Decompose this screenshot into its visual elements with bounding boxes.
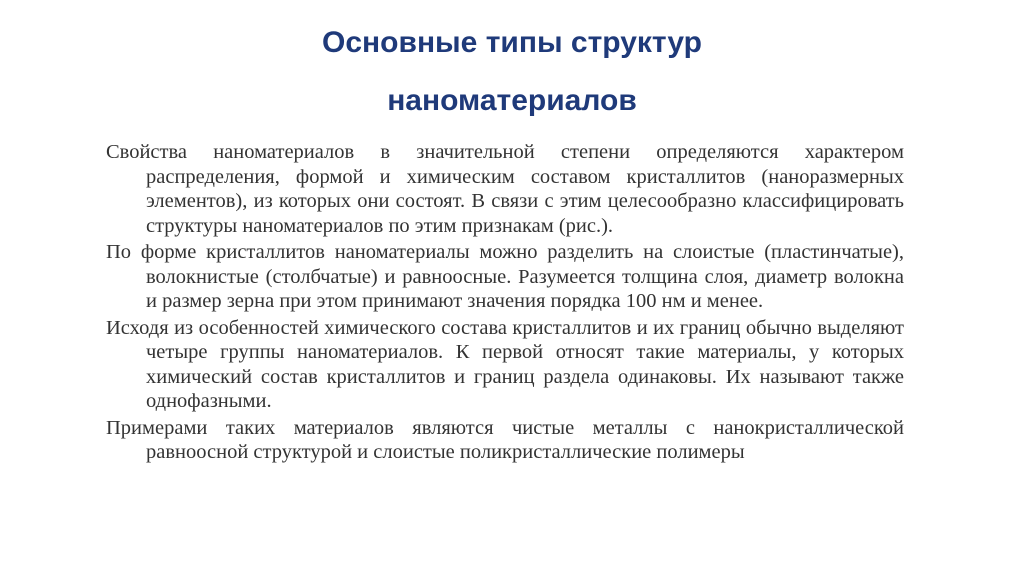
paragraph-composition: Исходя из особенностей химического состава кристаллитов и их границ обычно выделяют четыре группы наноматериалов. К первой относят такие материалы, у которых химический состав кристаллитов и границ раздела одинаковы. Их называют также однофазными. [106,316,904,412]
paragraph-shape: По форме кристаллитов наноматериалы можно разделить на слоистые (пластинчатые), волокнистые (столбчатые) и равноосные. Разумеется толщина слоя, диаметр волокна и размер зерна при этом принимают значения порядка 100 нм и менее. [106,241,904,312]
paragraph-properties: Свойства наноматериалов в значительной степени определяются характером распределения, формой и химическим составом кристаллитов (наноразмерных элементов), из которых они состоят. В связи с этим целесообразно классифицировать структуры наноматериалов по этим признакам (рис.). [106,141,904,237]
slide-body [106,140,904,467]
paragraph-examples: Примерами таких материалов являются чистые металлы с нанокристаллической равноосной структурой и слоистые поликристаллические полимеры [106,416,904,463]
slide-title [150,14,874,130]
slide-title-line-2: наноматериалов [387,84,637,117]
slide-title-line-1: Основные типы структур [322,26,702,59]
